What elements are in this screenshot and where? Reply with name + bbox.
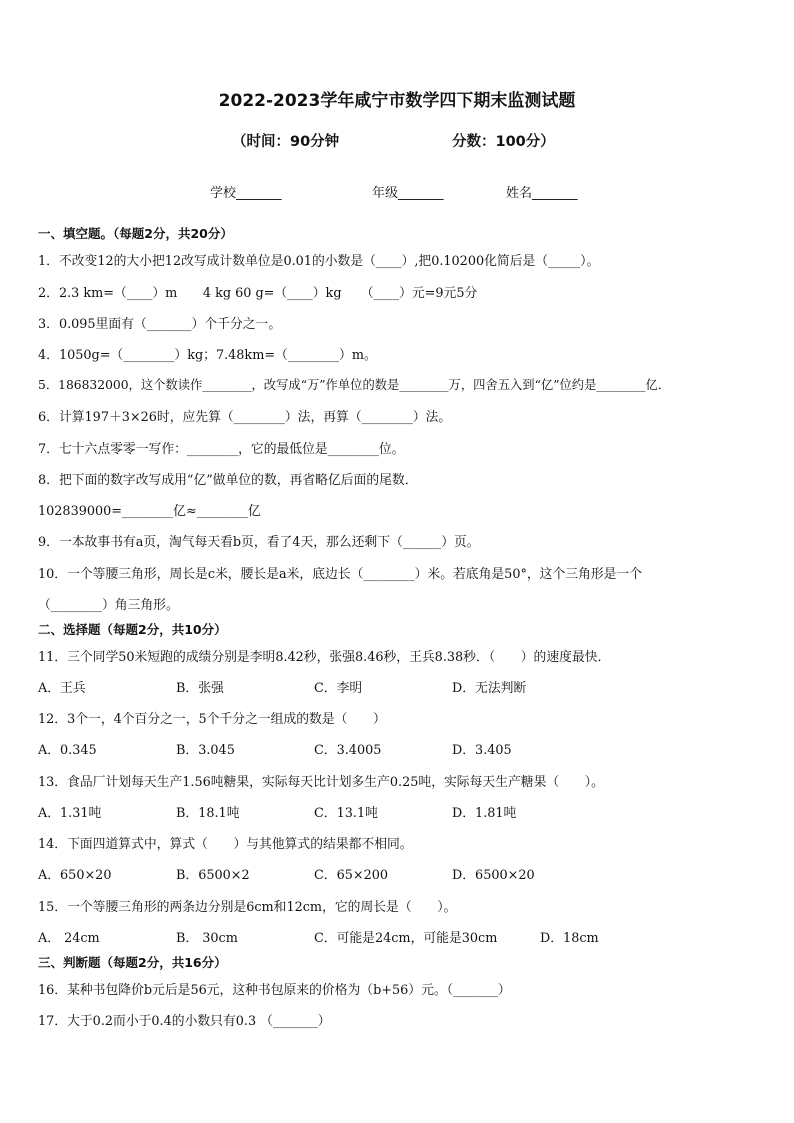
q12-option-b: B．3.045 <box>176 743 235 758</box>
q12-option-a: A．0.345 <box>38 743 97 758</box>
grade-field: 年级_______ <box>372 186 444 201</box>
q11-option-a: A．王兵 <box>38 681 86 696</box>
q11-option-c: C．李明 <box>314 681 363 696</box>
question-13: 13．食品厂计划每天生产1.56吨糖果，实际每天比计划多生产0.25吨，实际每天生产糖果（ ）。 <box>38 775 604 790</box>
q13-option-a: A．1.31吨 <box>38 806 102 821</box>
question-12: 12．3个一，4个百分之一，5个千分之一组成的数是（ ） <box>38 712 386 727</box>
exam-time: （时间：90分钟 <box>232 134 340 150</box>
question-16: 16．某种书包降价b元后是56元，这种书包原来的价格为（b+56）元。（_______） <box>38 983 511 998</box>
q14-option-a: A．650×20 <box>38 868 112 883</box>
exam-title: 2022-2023学年咸宁市数学四下期末监测试题 <box>218 91 576 111</box>
question-6: 6．计算197＋3×26时，应先算（________）法，再算（________）法。 <box>38 410 452 425</box>
question-8-answer-line: 102839000=________亿≈________亿 <box>38 504 261 519</box>
question-7: 7．七十六点零零一写作：________，它的最低位是________位。 <box>38 442 405 457</box>
name-field: 姓名_______ <box>506 186 578 201</box>
q14-option-d: D．6500×20 <box>452 868 535 883</box>
question-10: 10．一个等腰三角形，周长是c米，腰长是a米，底边长（________）米。若底角是50°，这个三角形是一个 <box>38 567 643 582</box>
question-8: 8．把下面的数字改写成用“亿”做单位的数，再省略亿后面的尾数． <box>38 473 418 488</box>
question-11: 11．三个同学50米短跑的成绩分别是李明8.42秒，张强8.46秒，王兵8.38秒．（ ）的速度最快． <box>38 650 611 665</box>
q13-option-b: B．18.1吨 <box>176 806 240 821</box>
section-heading-true-false: 三、判断题（每题2分，共16分） <box>38 955 227 970</box>
question-5: 5．186832000，这个数读作________，改写成“万”作单位的数是________万，四舍五入到“亿”位约是________亿． <box>38 378 671 392</box>
q12-option-c: C．3.4005 <box>314 743 382 758</box>
q12-option-d: D．3.405 <box>452 743 512 758</box>
question-4: 4．1050g=（________）kg；7.48km=（________）m。 <box>38 348 377 363</box>
q15-option-a: A． 24cm <box>38 931 100 946</box>
question-1: 1．不改变12的大小把12改写成计数单位是0.01的小数是（____）,把0.10200化简后是（_____）。 <box>38 254 600 269</box>
q11-option-b: B．张强 <box>176 681 224 696</box>
question-14: 14．下面四道算式中，算式（ ）与其他算式的结果都不相同。 <box>38 837 413 852</box>
section-heading-choice: 二、选择题（每题2分，共10分） <box>38 622 227 637</box>
question-3: 3．0.095里面有（_______）个千分之一。 <box>38 317 282 332</box>
q14-option-c: C．65×200 <box>314 868 389 883</box>
q14-option-b: B．6500×2 <box>176 868 250 883</box>
question-9: 9．一本故事书有a页，淘气每天看b页，看了4天，那么还剩下（______）页。 <box>38 535 480 550</box>
section-heading-fill-in: 一、填空题。（每题2分，共20分） <box>38 226 233 241</box>
q11-option-d: D．无法判断 <box>452 681 527 696</box>
q15-option-b: B． 30cm <box>176 931 238 946</box>
q15-option-c: C．可能是24cm，可能是30cm <box>314 931 498 946</box>
question-2: 2．2.3 km=（____）m 4 kg 60 g=（____）kg （____）元=9元5分 <box>38 286 478 301</box>
q15-option-d: D．18cm <box>540 931 599 946</box>
question-10-continued: （________）角三角形。 <box>38 598 179 613</box>
school-field: 学校_______ <box>210 186 282 201</box>
question-15: 15．一个等腰三角形的两条边分别是6cm和12cm，它的周长是（ ）。 <box>38 900 457 915</box>
q13-option-c: C．13.1吨 <box>314 806 378 821</box>
q13-option-d: D．1.81吨 <box>452 806 517 821</box>
exam-score: 分数：100分） <box>452 134 555 150</box>
question-17: 17．大于0.2而小于0.4的小数只有0.3 （_______） <box>38 1014 331 1029</box>
